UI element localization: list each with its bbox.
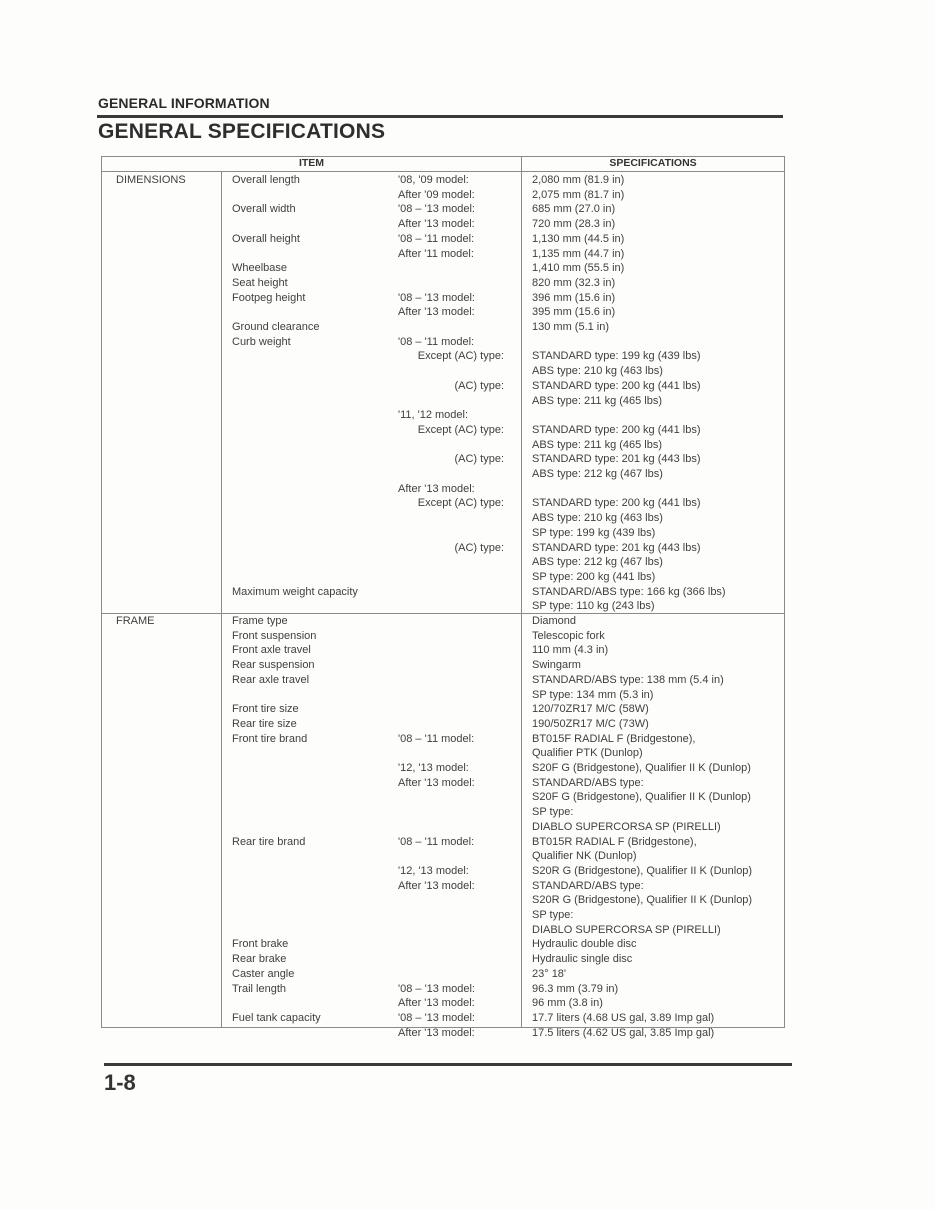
item-label: Trail length: [232, 982, 287, 995]
spec-value: ABS type: 212 kg (467 lbs): [532, 468, 663, 480]
item-label: Front tire size: [232, 703, 299, 716]
spec-value: SP type: 199 kg (439 lbs): [532, 526, 656, 539]
spec-value: S20R G (Bridgestone), Qualifier II K (Dunlop): [532, 864, 753, 877]
model-condition: After '09 model:: [398, 188, 475, 201]
item-label: Overall length: [232, 174, 300, 186]
spec-value: 130 mm (5.1 in): [532, 321, 610, 333]
spec-value: STANDARD/ABS type: 138 mm (5.4 in): [532, 673, 724, 686]
spec-value: STANDARD type: 200 kg (441 lbs): [532, 379, 701, 392]
spec-value: STANDARD type: 201 kg (443 lbs): [532, 453, 701, 466]
item-label: Curb weight: [232, 335, 291, 348]
model-condition: '08, '09 model:: [398, 174, 469, 186]
spec-value: 96.3 mm (3.79 in): [532, 982, 619, 995]
spec-value: STANDARD type: 200 kg (441 lbs): [532, 423, 701, 436]
spec-value: 1,130 mm (44.5 in): [532, 232, 625, 245]
spec-value: 720 mm (28.3 in): [532, 218, 616, 231]
spec-value: Hydraulic single disc: [532, 953, 633, 966]
item-label: Front brake: [232, 938, 289, 951]
model-condition: After '13 model:: [398, 482, 475, 495]
spec-value: 2,080 mm (81.9 in): [532, 174, 625, 186]
spec-value: Qualifier PTK (Dunlop): [532, 747, 643, 760]
spec-value: SP type: 200 kg (441 lbs): [532, 570, 656, 583]
model-condition: Except (AC) type:: [417, 350, 504, 363]
footer-rule: [104, 1063, 792, 1066]
item-label: Rear suspension: [232, 659, 315, 672]
spec-value: STANDARD/ABS type:: [532, 776, 644, 789]
spec-value: STANDARD type: 201 kg (443 lbs): [532, 541, 701, 554]
spec-value: SP type: 134 mm (5.3 in): [532, 688, 654, 701]
spec-value: STANDARD/ABS type: 166 kg (366 lbs): [532, 585, 726, 598]
spec-value: 1,410 mm (55.5 in): [532, 262, 625, 275]
model-condition: '08 – '13 model:: [398, 203, 475, 216]
model-condition: '12, '13 model:: [398, 762, 469, 774]
spec-value: S20R G (Bridgestone), Qualifier II K (Dunlop): [532, 894, 753, 907]
item-label: Overall width: [232, 203, 296, 216]
spec-value: STANDARD type: 199 kg (439 lbs): [532, 350, 701, 363]
item-label: Maximum weight capacity: [232, 585, 358, 598]
spec-value: 396 mm (15.6 in): [532, 291, 616, 304]
column-header-specifications: SPECIFICATIONS: [521, 157, 784, 172]
item-label: Fuel tank capacity: [232, 1011, 321, 1024]
page-title: GENERAL SPECIFICATIONS: [98, 120, 386, 143]
model-condition: (AC) type:: [454, 541, 504, 554]
spec-value: 17.5 liters (4.62 US gal, 3.85 Imp gal): [532, 1026, 715, 1039]
spec-value: SP type: 110 kg (243 lbs): [532, 600, 655, 613]
spec-value: STANDARD type: 200 kg (441 lbs): [532, 497, 701, 510]
spec-value: 820 mm (32.3 in): [532, 276, 616, 289]
spec-value: ABS type: 211 kg (465 lbs): [532, 394, 663, 407]
model-condition: After '13 model:: [398, 306, 475, 319]
item-label: Footpeg height: [232, 291, 306, 304]
category-frame: FRAME: [116, 615, 155, 627]
page-number: 1-8: [104, 1070, 136, 1095]
model-condition: (AC) type:: [454, 453, 504, 466]
spec-value: 2,075 mm (81.7 in): [532, 188, 625, 201]
item-label: Front suspension: [232, 629, 317, 642]
model-condition: After '13 model:: [398, 879, 475, 892]
spec-value: SP type:: [532, 806, 574, 819]
item-label: Front tire brand: [232, 732, 308, 745]
item-label: Rear brake: [232, 953, 287, 966]
spec-value: STANDARD/ABS type:: [532, 879, 644, 892]
model-condition: '08 – '11 model:: [398, 335, 475, 348]
item-label: Seat height: [232, 276, 288, 289]
model-condition: Except (AC) type:: [417, 497, 504, 510]
model-condition: '11, '12 model:: [398, 409, 469, 422]
section-label: GENERAL INFORMATION: [98, 95, 270, 111]
spec-value: 190/50ZR17 M/C (73W): [532, 717, 649, 730]
model-condition: After '13 model:: [398, 997, 475, 1010]
item-label: Ground clearance: [232, 321, 320, 333]
model-condition: '08 – '13 model:: [398, 1011, 475, 1024]
model-condition: After '13 model:: [398, 1026, 475, 1039]
column-header-item: ITEM: [102, 157, 521, 172]
item-label: Caster angle: [232, 967, 295, 980]
spec-value: BT015F RADIAL F (Bridgestone),: [532, 732, 696, 745]
spec-value: S20F G (Bridgestone), Qualifier II K (Dunlop): [532, 791, 751, 804]
model-condition: After '11 model:: [398, 247, 474, 260]
spec-value: 685 mm (27.0 in): [532, 203, 616, 216]
spec-value: 17.7 liters (4.68 US gal, 3.89 Imp gal): [532, 1011, 715, 1024]
model-condition: After '13 model:: [398, 776, 475, 789]
item-label: Overall height: [232, 232, 300, 245]
model-condition: Except (AC) type:: [417, 423, 504, 436]
spec-value: BT015R RADIAL F (Bridgestone),: [532, 835, 697, 848]
spec-value: ABS type: 210 kg (463 lbs): [532, 365, 663, 378]
model-condition: '08 – '13 model:: [398, 291, 475, 304]
spec-value: Qualifier NK (Dunlop): [532, 850, 637, 863]
model-condition: (AC) type:: [454, 379, 504, 392]
header-rule: [97, 115, 783, 118]
spec-value: ABS type: 210 kg (463 lbs): [532, 512, 663, 525]
item-label: Front axle travel: [232, 644, 311, 657]
spec-value: ABS type: 212 kg (467 lbs): [532, 556, 663, 569]
item-label: Frame type: [232, 615, 288, 627]
model-condition: '08 – '11 model:: [398, 835, 475, 848]
item-label: Rear tire size: [232, 717, 297, 730]
spec-value: SP type:: [532, 909, 574, 921]
item-label: Rear tire brand: [232, 835, 306, 848]
category-divider: [221, 171, 222, 1027]
spec-value: 1,135 mm (44.7 in): [532, 247, 625, 260]
category-dimensions: DIMENSIONS: [116, 174, 186, 186]
model-condition: '08 – '11 model:: [398, 732, 475, 745]
spec-value: Diamond: [532, 615, 577, 627]
spec-value: DIABLO SUPERCORSA SP (PIRELLI): [532, 923, 721, 936]
spec-value: ABS type: 211 kg (465 lbs): [532, 438, 663, 451]
section-divider: [102, 613, 784, 614]
spec-value: DIABLO SUPERCORSA SP (PIRELLI): [532, 820, 721, 833]
model-condition: '08 – '11 model:: [398, 232, 475, 245]
spec-divider: [521, 171, 522, 1027]
item-label: Wheelbase: [232, 262, 288, 275]
spec-value: 120/70ZR17 M/C (58W): [532, 703, 649, 716]
spec-value: S20F G (Bridgestone), Qualifier II K (Dunlop): [532, 762, 751, 774]
specifications-table: [101, 156, 785, 1039]
spec-value: 23° 18': [532, 967, 567, 980]
item-label: Rear axle travel: [232, 673, 310, 686]
model-condition: After '13 model:: [398, 218, 475, 231]
model-condition: '08 – '13 model:: [398, 982, 475, 995]
model-condition: '12, '13 model:: [398, 864, 469, 877]
spec-value: Swingarm: [532, 659, 581, 672]
spec-value: 395 mm (15.6 in): [532, 306, 616, 319]
spec-value: Hydraulic double disc: [532, 938, 637, 951]
spec-value: Telescopic fork: [532, 629, 605, 642]
spec-value: 96 mm (3.8 in): [532, 997, 603, 1010]
spec-value: 110 mm (4.3 in): [532, 644, 609, 657]
